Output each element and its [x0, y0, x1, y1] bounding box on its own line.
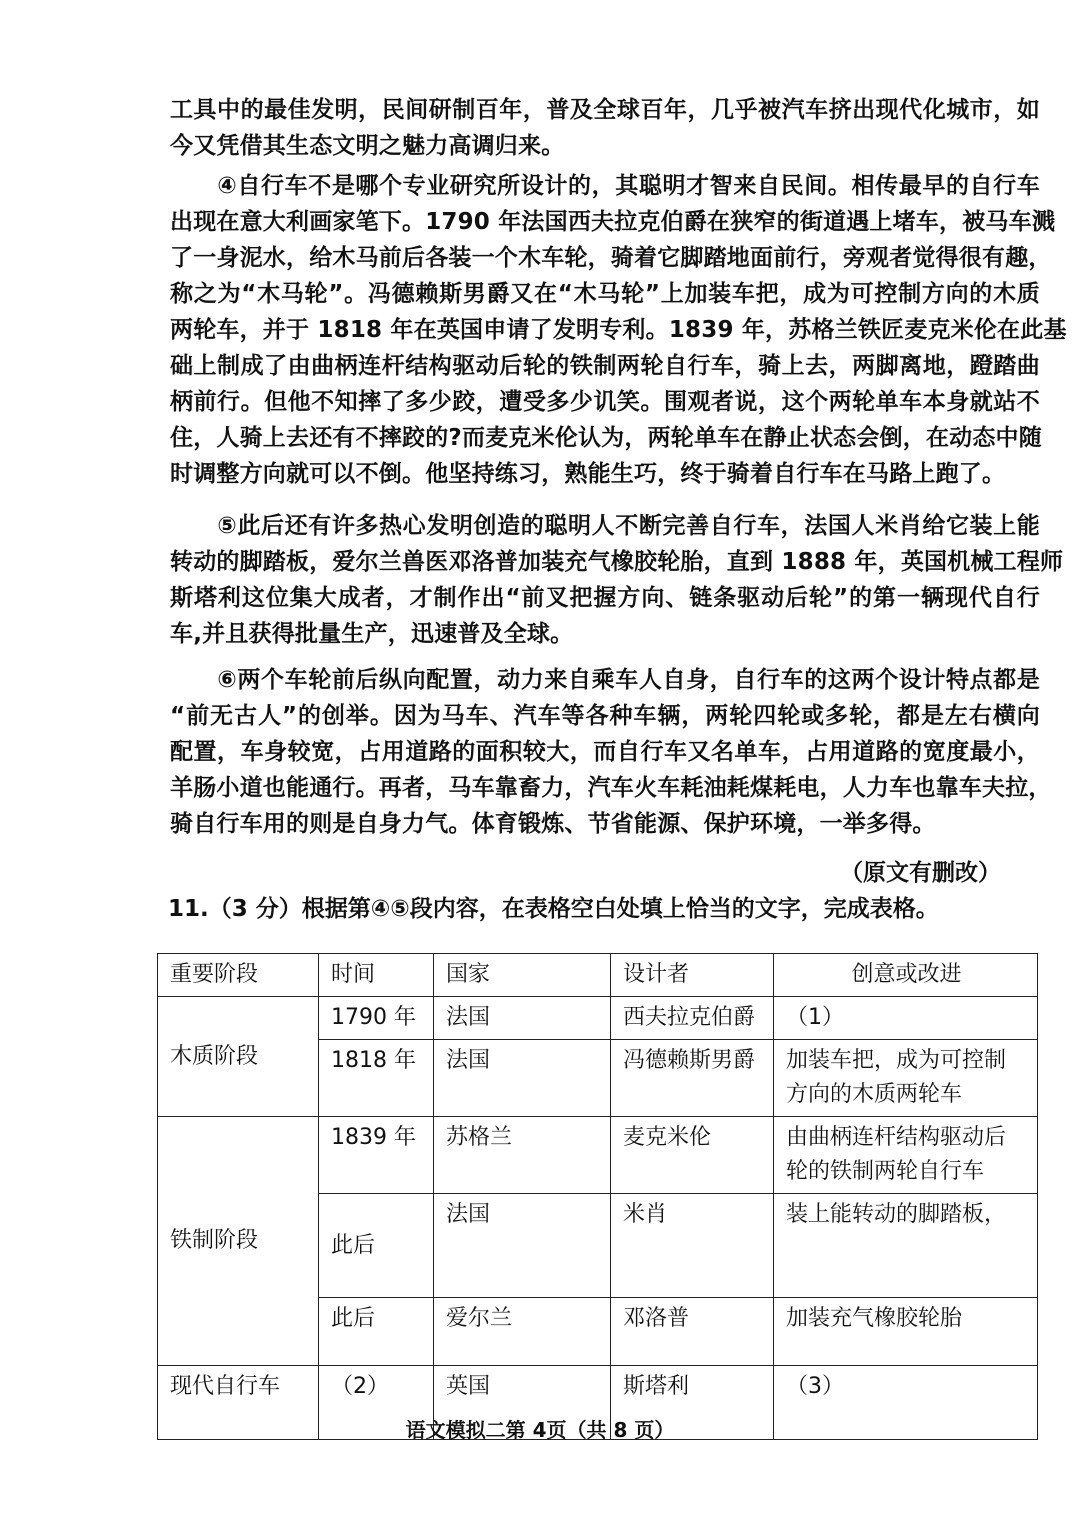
table-header-row [158, 954, 1038, 997]
text-line: 础上制成了由曲柄连杆结构驱动后轮的铁制两轮自行车，骑上去，两脚离地，蹬踏曲 [170, 353, 1040, 379]
text-line: 柄前行。但他不知摔了多少跤，遭受多少讥笑。围观者说，这个两轮单车本身就站不 [170, 389, 1040, 415]
designer-cell: 麦克米伦 [611, 1117, 774, 1194]
answer-blank-1[interactable]: （1） [774, 997, 1038, 1040]
idea-cell: 由曲柄连杆结构驱动后轮的铁制两轮自行车 [774, 1117, 1038, 1194]
text-line: 骑自行车用的则是自身力气。体育锻炼、节省能源、保护环境，一举多得。 [170, 811, 936, 837]
text-line: 时调整方向就可以不倒。他坚持练习，熟能生巧，终于骑着自行车在马路上跑了。 [170, 461, 1006, 487]
answer-blank-2[interactable]: （2） [319, 1366, 434, 1440]
idea-cell: 加装充气橡胶轮胎 [774, 1298, 1038, 1366]
designer-cell: 冯德赖斯男爵 [611, 1040, 774, 1117]
page-footer: 语文模拟二第 4页（共 8 页） [405, 1418, 675, 1442]
text-line: 斯塔利这位集大成者，才制作出“前叉把握方向、链条驱动后轮”的第一辆现代自行 [170, 585, 1040, 611]
time-cell: 1839 年 [319, 1117, 434, 1194]
stage-cell: 木质阶段 [158, 997, 319, 1117]
time-cell: 1818 年 [319, 1040, 434, 1117]
text-line: “前无古人”的创举。因为马车、汽车等各种车辆，两轮四轮或多轮，都是左右横向 [170, 703, 1040, 729]
country-cell: 法国 [434, 997, 611, 1040]
text-line: ⑥两个车轮前后纵向配置，动力来自乘车人自身，自行车的这两个设计特点都是 [170, 667, 1040, 693]
stage-cell: 现代自行车 [158, 1366, 319, 1440]
designer-cell: 邓洛普 [611, 1298, 774, 1366]
text-line: 转动的脚踏板，爱尔兰兽医邓洛普加装充气橡胶轮胎，直到 1888 年，英国机械工程师 [170, 549, 1064, 575]
time-cell: 1790 年 [319, 997, 434, 1040]
paragraph-4 [170, 168, 1067, 492]
designer-cell: 斯塔利 [611, 1366, 774, 1440]
question-11: 11.（3 分）根据第④⑤段内容，在表格空白处填上恰当的文字，完成表格。 [168, 896, 939, 922]
header-designer: 设计者 [611, 954, 774, 997]
answer-table [157, 953, 1038, 1440]
text-line: 了一身泥水，给木马前后各装一个木车轮，骑着它脚踏地面前行，旁观者觉得很有趣， [170, 245, 1052, 271]
header-time: 时间 [319, 954, 434, 997]
answer-blank-3[interactable]: （3） [774, 1366, 1038, 1440]
text-line: 住，人骑上去还有不摔跤的?而麦克米伦认为，两轮单车在静止状态会倒，在动态中随 [170, 425, 1042, 451]
country-cell: 英国 [434, 1366, 611, 1440]
header-stage: 重要阶段 [158, 954, 319, 997]
text-line: 今又凭借其生态文明之魅力高调归来。 [170, 133, 565, 159]
designer-cell: 米肖 [611, 1194, 774, 1298]
source-note: （原文有删改） [840, 860, 1001, 886]
text-line: 称之为“木马轮”。冯德赖斯男爵又在“木马轮”上加装车把，成为可控制方向的木质 [170, 281, 1040, 307]
paragraph-intro [170, 92, 1040, 164]
time-cell: 此后 [319, 1194, 434, 1298]
designer-cell: 西夫拉克伯爵 [611, 997, 774, 1040]
country-cell: 苏格兰 [434, 1117, 611, 1194]
text-line: 配置，车身较宽，占用道路的面积较大，而自行车又名单车，占用道路的宽度最小， [170, 739, 1040, 765]
paragraph-6 [170, 662, 1052, 842]
idea-cell: 装上能转动的脚踏板， [774, 1194, 1038, 1298]
text-line: 出现在意大利画家笔下。1790 年法国西夫拉克伯爵在狭窄的街道遇上堵车，被马车溅 [170, 209, 1056, 235]
idea-cell: 加装车把，成为可控制方向的木质两轮车 [774, 1040, 1038, 1117]
country-cell: 法国 [434, 1040, 611, 1117]
header-idea: 创意或改进 [774, 954, 1038, 997]
text-line: 车,并且获得批量生产，迅速普及全球。 [170, 621, 574, 647]
table-row [158, 997, 1038, 1040]
text-line: 羊肠小道也能通行。再者，马车靠畜力，汽车火车耗油耗煤耗电，人力车也靠车夫拉， [170, 775, 1052, 801]
stage-cell: 铁制阶段 [158, 1117, 319, 1366]
time-cell: 此后 [319, 1298, 434, 1366]
header-country: 国家 [434, 954, 611, 997]
text-line: 两轮车，并于 1818 年在英国申请了发明专利。1839 年，苏格兰铁匠麦克米伦在此基 [170, 317, 1067, 343]
table-row [158, 1117, 1038, 1194]
text-line: ④自行车不是哪个专业研究所设计的，其聪明才智来自民间。相传最早的自行车 [170, 173, 1040, 199]
paragraph-5 [170, 508, 1064, 652]
country-cell: 法国 [434, 1194, 611, 1298]
country-cell: 爱尔兰 [434, 1298, 611, 1366]
text-line: 工具中的最佳发明，民间研制百年，普及全球百年，几乎被汽车挤出现代化城市，如 [170, 97, 1040, 123]
text-line: ⑤此后还有许多热心发明创造的聪明人不断完善自行车，法国人米肖给它装上能 [170, 513, 1040, 539]
